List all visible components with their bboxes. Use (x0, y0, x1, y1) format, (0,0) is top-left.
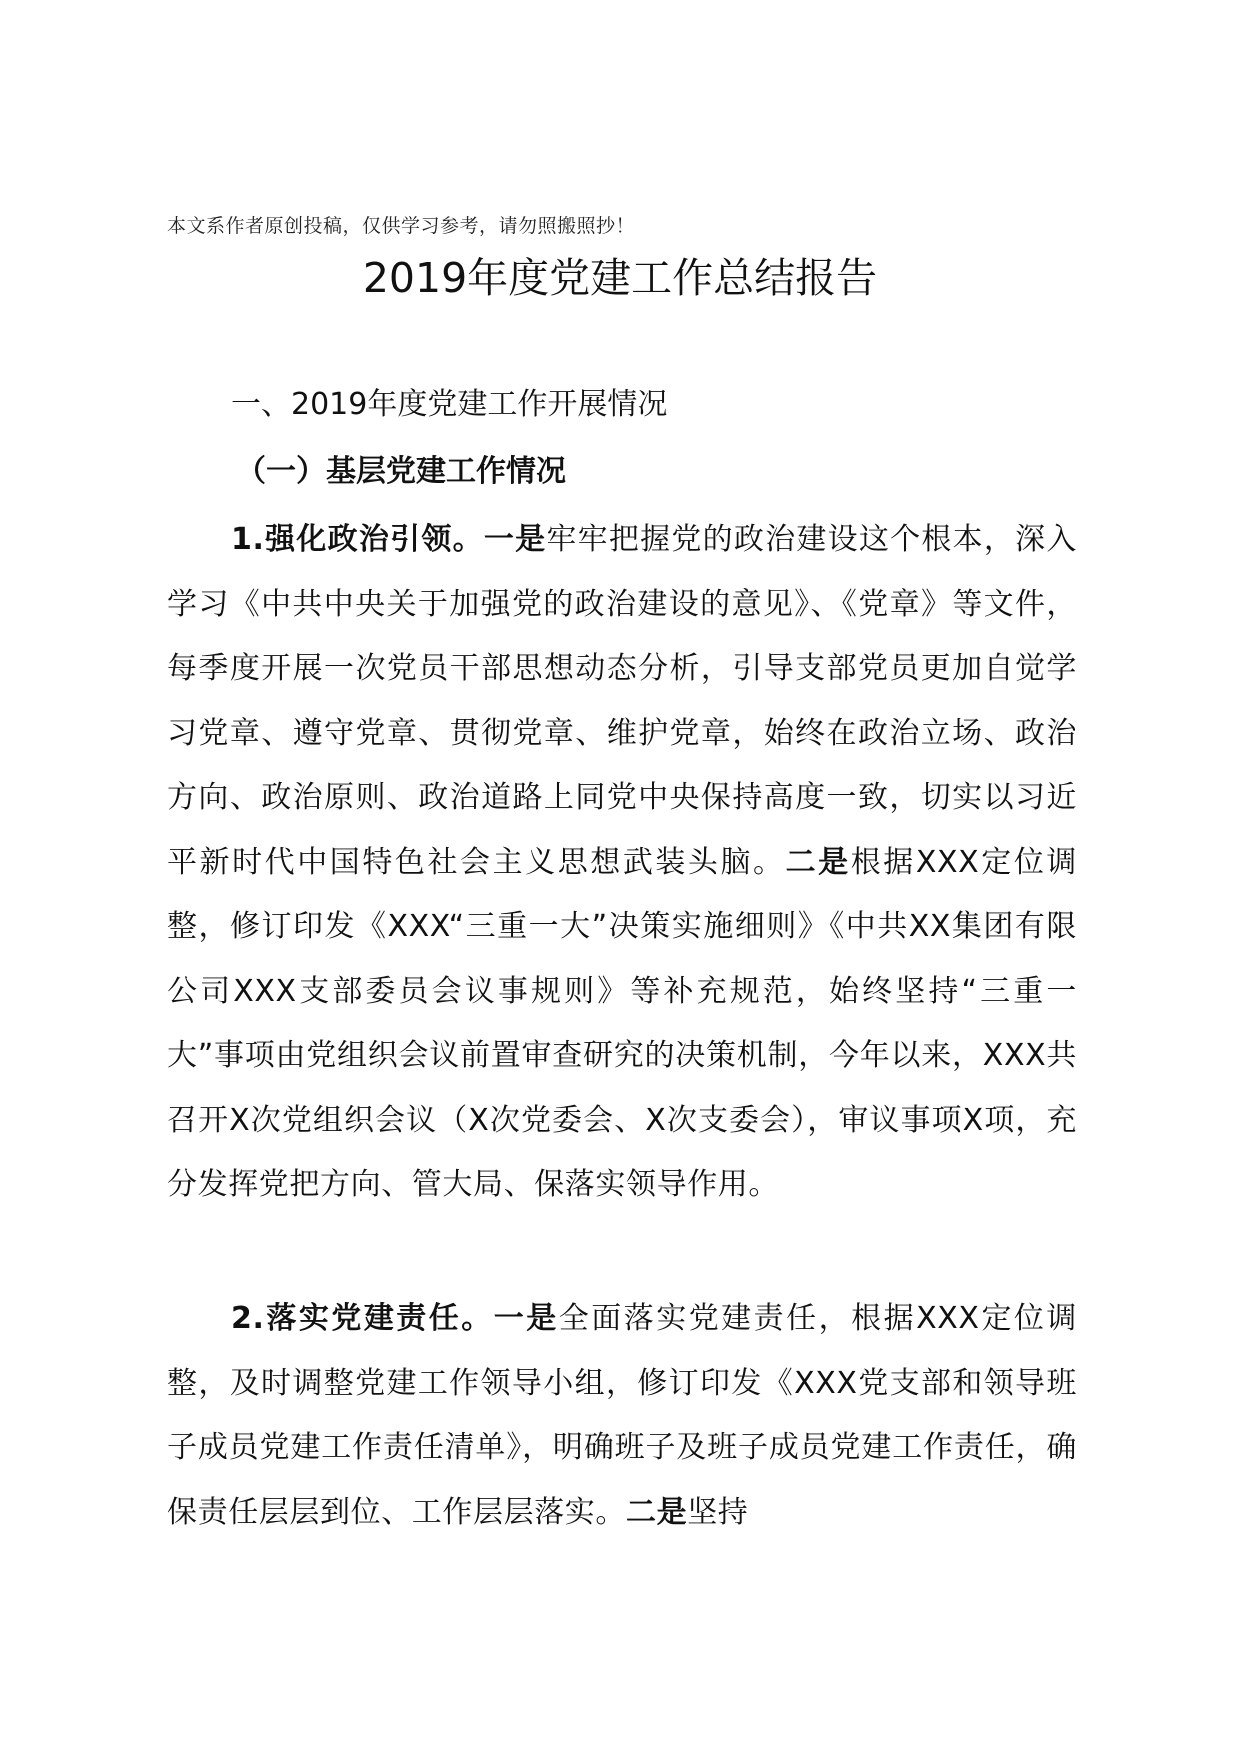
paragraph-text: 根据XXX定位调整，修订印发《XXX“三重一大”决策实施细则》《中共XX集团有限公司XXX支部委员会议事规则》等补充规范，始终坚持“三重一大”事项由党组织会议前置审查研究的决策机制，今年以来，XXX共召开X次党组织会议（X次党委会、X次支委会），审议事项X项，充分发挥党把方向、管大局、保落实领导作用。 (167, 844, 1077, 1202)
point-marker: 一是 (493, 1301, 559, 1336)
point-marker: 二是 (626, 1494, 688, 1530)
point-marker: 二是 (785, 844, 851, 880)
subsection-heading: （一）基层党建工作情况 (236, 454, 566, 489)
paragraph-political-leadership (167, 508, 1077, 1218)
paragraph-party-responsibility (167, 1287, 1077, 1545)
paragraph-lead: 2.落实党建责任。 (231, 1301, 494, 1336)
page-title: 2019年度党建工作总结报告 (362, 254, 878, 302)
paragraph-text: 坚持 (687, 1494, 749, 1530)
paragraph-lead: 1.强化政治引领。 (231, 522, 484, 557)
paragraph-text: 牢牢把握党的政治建设这个根本，深入学习《中共中央关于加强党的政治建设的意见》、《党章》等文件，每季度开展一次党员干部思想动态分析，引导支部党员更加自觉学习党章、遵守党章、贯彻党章、维护党章，始终在政治立场、政治方向、政治原则、政治道路上同党中央保持高度一致，切实以习近平新时代中国特色社会主义思想武装头脑。 (167, 522, 1078, 880)
point-marker: 一是 (483, 522, 547, 557)
section-heading: 一、2019年度党建工作开展情况 (231, 387, 668, 422)
paragraph-text: 全面落实党建责任，根据XXX定位调整，及时调整党建工作领导小组，修订印发《XXX党支部和领导班子成员党建工作责任清单》，明确班子及班子成员党建工作责任，确保责任层层到位、工作层层落实。 (167, 1301, 1078, 1530)
copyright-notice: 本文系作者原创投稿，仅供学习参考，请勿照搬照抄！ (167, 215, 636, 237)
